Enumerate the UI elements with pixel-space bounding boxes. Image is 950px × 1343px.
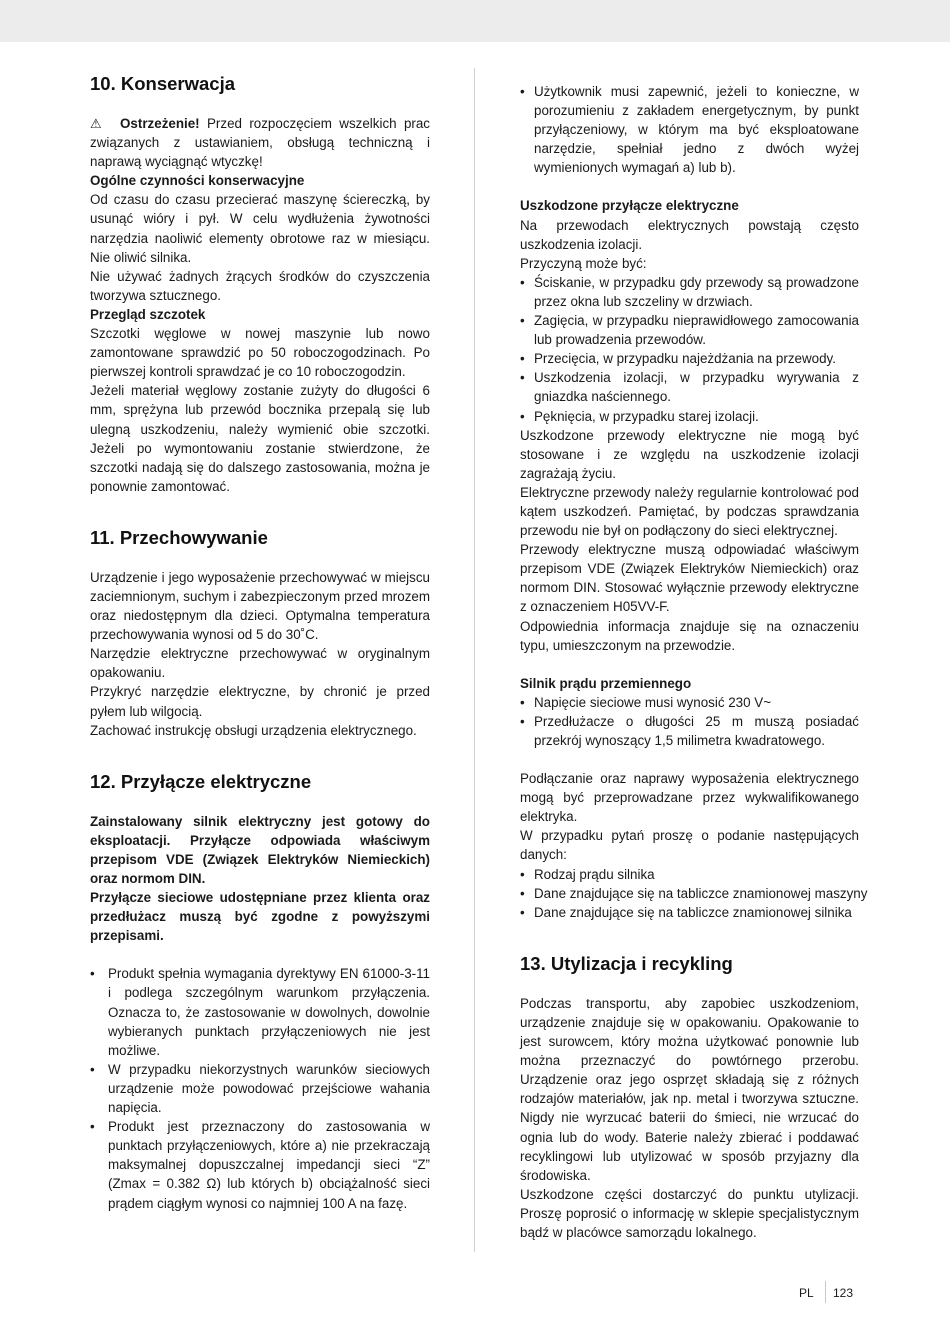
electrical-bold-paragraph: Zainstalowany silnik elektryczny jest gotowy do eksploatacji. Przyłącze odpowiada właściwym przepisom VDE (Związek Elektryków Niemieckich) oraz normom DIN. [90,813,430,886]
storage-paragraph: Urządzenie i jego wyposażenie przechowywać w miejscu zaciemnionym, suchym i zabezpieczonym przed mrozem oraz niedostępnym dla dzieci. Optymalna temperatura przechowywania wynosi od 5 do 30˚C. [90,569,430,643]
list-item: • Przedłużacze o długości 25 m muszą posiadać przekrój wynoszący 1,5 milimetra kwadratowego. [520,712,859,750]
electrical-requirements-list [90,964,430,1212]
recycling-paragraph: Uszkodzone części dostarczyć do punktu utylizacji. Proszę poprosić o informację w sklepie specjalistycznym bądź w placówce samorządu lokalnego. [520,1186,859,1240]
maintenance-subheading: Ogólne czynności konserwacyjne [90,173,305,189]
brushes-subheading: Przegląd szczotek [90,306,206,322]
brushes-paragraph: Szczotki węglowe w nowej maszynie lub nowo zamontowane sprawdzić po 50 roboczogodzinach. Po pierwszej kontroli sprawdzać je co 10 roboczogodzin. [90,326,430,380]
electrical-bold-paragraph: Przyłącze sieciowe udostępniane przez klienta oraz przedłużacz muszą być zgodne z powyższymi przepisami. [90,890,430,944]
footer-separator [825,1281,826,1303]
column-divider [474,68,475,1252]
list-item: • Rodzaj prądu silnika [520,865,859,884]
list-item: • Dane znajdujące się na tabliczce znamionowej silnika [520,903,859,922]
list-item: • Dane znajdujące się na tabliczce znamionowej maszyny [520,884,859,903]
top-bar [0,0,950,42]
warning-label: Ostrzeżenie! [120,116,200,131]
ac-motor-list [520,693,859,750]
right-column [520,72,868,1242]
ac-motor-subheading: Silnik prądu przemiennego [520,675,692,691]
storage-paragraph: Zachować instrukcję obsługi urządzenia elektrycznego. [90,722,417,738]
list-item: • Uszkodzenia izolacji, w przypadku wyrywania z gniazdka naściennego. [520,368,859,406]
section-12-heading: 12. Przyłącze elektryczne [90,770,312,792]
list-item: • Pęknięcia, w przypadku starej izolacji. [520,407,859,426]
maintenance-paragraph: Od czasu do czasu przecierać maszynę ściereczką, by usunąć wióry i pył. W celu wydłużenia żywotności narzędzia naoliwić elementy obrotowe raz w miesiącu. Nie oliwić silnika. [90,192,430,265]
warning-text: Przed rozpoczęciem wszelkich prac związanych z ustawianiem, obsługą techniczną i naprawą wyciągnąć wtyczkę! [90,116,430,170]
damaged-paragraph: Przyczyną może być: [520,255,647,271]
section-10-heading: 10. Konserwacja [90,73,235,94]
connection-paragraph: Podłączanie oraz naprawy wyposażenia elektrycznego mogą być przeprowadzane przez wykwalifikowanego elektryka. [520,771,859,825]
list-item: • Produkt jest przeznaczony do zastosowania w punktach przyłączeniowych, które a) nie przekraczają maksymalnej dopuszczalnej impedancji sieci “Z” (Zmax = 0.382 Ω) lub których b) obciążalność sieci prądem ciągłym wynosi co najmniej 100 A na fazę. [90,1117,430,1212]
damaged-paragraph: Elektryczne przewody należy regularnie kontrolować pod kątem uszkodzeń. Pamiętać, by podczas sprawdzania przewodu nie był on podłączony do sieci elektrycznej. [520,484,859,539]
list-item: • Produkt spełnia wymagania dyrektywy EN 61000-3-11 i podlega szczególnym warunkom przyłączenia. Oznacza to, że zastosowanie w dowolnych, dowolnie wybieranych punktach przyłączeniowych nie jest możliwe. [90,964,430,1059]
section-13-heading: 13. Utylizacja i recykling [520,952,733,974]
damage-causes-list [520,273,859,426]
damaged-paragraph: Przewody elektryczne muszą odpowiadać właściwym przepisom VDE (Związek Elektryków Niemieckich) oraz normom DIN. Stosować wyłącznie przewody elektryczne z oznaczeniem H05VV-F. [520,542,859,615]
left-column [90,72,430,1213]
connection-paragraph: W przypadku pytań proszę o podanie następujących danych: [520,828,859,863]
warning-triangle-icon: ⚠ [90,116,106,131]
recycling-paragraph: Podczas transportu, aby zapobiec uszkodzeniom, urządzenie znajduje się w opakowaniu. Opakowanie to jest surowcem, który można użytkować ponownie lub można przeznaczyć do powtórnego przerobu. Urządzenie oraz jego osprzęt składają się z różnych rodzajów materiałów, jak np. metal i tworzywa sztuczne. Nigdy nie wyrzucać baterii do śmieci, nie wrzucać do ognia lub do wody. Baterie należy zbierać i poddawać recyklingowi lub utylizować w sposób przyjazny dla środowiska. [520,995,859,1183]
list-item: • W przypadku niekorzystnych warunków sieciowych urządzenie może powodować przejściowe wahania napięcia. [90,1060,430,1117]
maintenance-paragraph: Nie używać żadnych żrących środków do czyszczenia tworzywa sztucznego. [90,268,430,303]
list-item: • Napięcie sieciowe musi wynosić 230 V~ [520,693,859,712]
list-item: • Ściskanie, w przypadku gdy przewody są prowadzone przez okna lub szczeliny w drzwiach. [520,273,859,311]
user-requirement-list [520,82,859,177]
storage-paragraph: Narzędzie elektryczne przechowywać w oryginalnym opakowaniu. [90,646,430,681]
damaged-connection-subheading: Uszkodzone przyłącze elektryczne [520,198,739,214]
damaged-paragraph: Uszkodzone przewody elektryczne nie mogą być stosowane i ze względu na uszkodzenie izolacji zagrażają życiu. [520,427,859,481]
warning-paragraph [90,114,430,171]
section-11-heading: 11. Przechowywanie [90,526,268,548]
list-item: • Zagięcia, w przypadku nieprawidłowego zamocowania lub prowadzenia przewodów. [520,311,859,349]
required-data-list [520,865,868,922]
list-item: • Użytkownik musi zapewnić, jeżeli to konieczne, w porozumieniu z zakładem energetycznym, by punkt przyłączeniowy, w którym ma być eksploatowane narzędzie, spełniał jedno z dwóch wyżej wymienionych wymagań a) lub b). [520,82,859,177]
footer-language: PL [799,1286,814,1300]
damaged-paragraph: Odpowiednia informacja znajduje się na oznaczeniu typu, umieszczonym na przewodzie. [520,618,859,653]
storage-paragraph: Przykryć narzędzie elektryczne, by chronić je przed pyłem lub wilgocią. [90,684,430,719]
brushes-paragraph: Jeżeli materiał węglowy zostanie zużyty do długości 6 mm, sprężyna lub przewód bocznika przepalą się lub ulegną uszkodzeniu, należy wymienić obie szczotki. Jeżeli po wymontowaniu zostanie stwierdzone, że szczotki nadają się do dalszego zastosowania, można je ponownie zamontować. [90,383,430,494]
list-item: • Przecięcia, w przypadku najeżdżania na przewody. [520,349,859,368]
damaged-paragraph: Na przewodach elektrycznych powstają często uszkodzenia izolacji. [520,217,859,252]
page-number: 123 [833,1286,854,1300]
